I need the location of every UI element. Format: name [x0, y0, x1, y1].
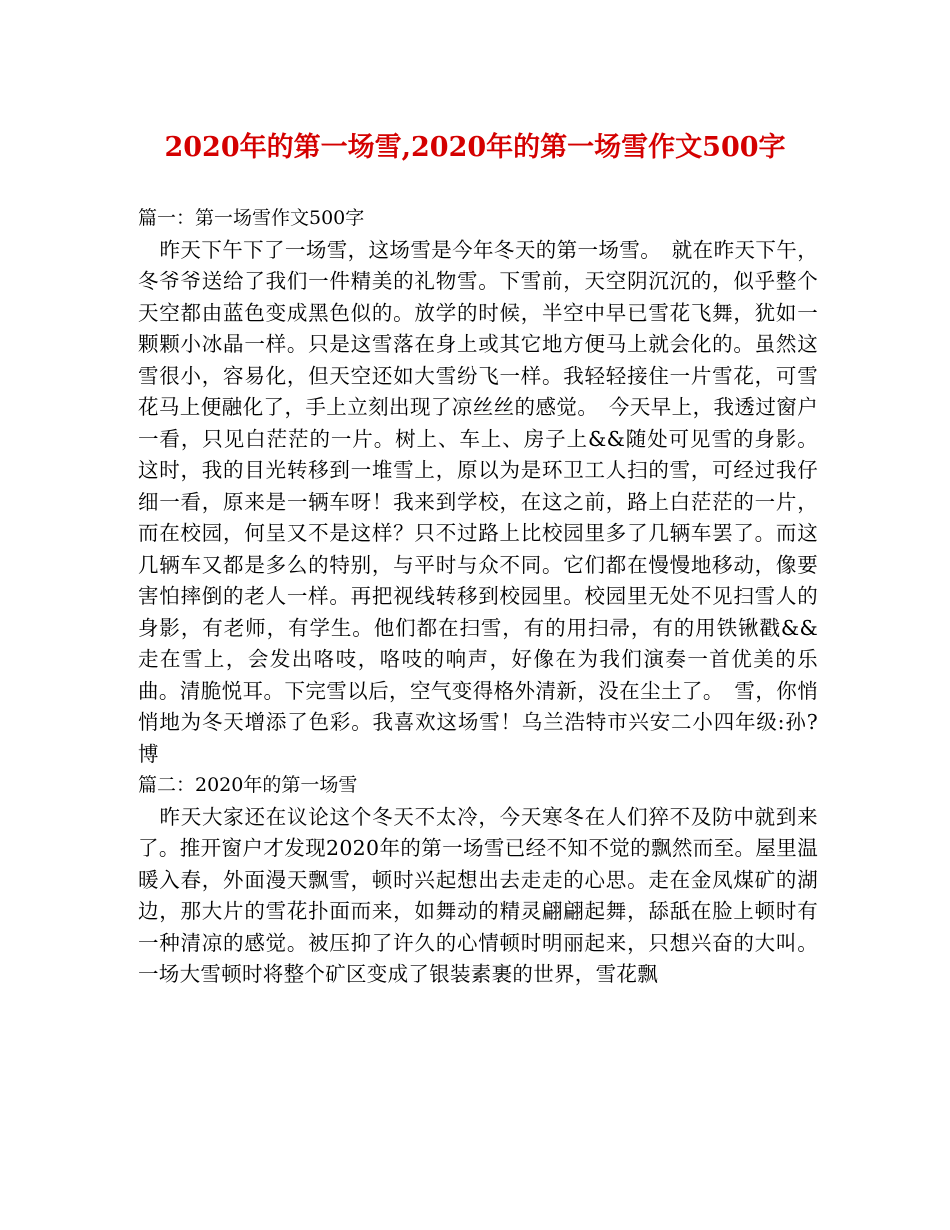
section-2-heading: 篇二：2020年的第一场雪	[138, 774, 358, 796]
section-2-paragraph: 昨天大家还在议论这个冬天不太冷，今天寒冬在人们猝不及防中就到来了。推开窗户才发现2020年的第一场雪已经不知不觉的飘然而至。屋里温暖入春，外面漫天飘雪，顿时兴起想出去走走的心思。走在金凤煤矿的湖边，那大片的雪花扑面而来，如舞动的精灵翩翩起舞，舔舐在脸上顿时有一种清凉的感觉。被压抑了许久的心情顿时明丽起来，只想兴奋的大叫。一场大雪顿时将整个矿区变成了银装素裹的世界，雪花飘	[138, 804, 818, 986]
document-title: 2020年的第一场雪,2020年的第一场雪作文500字	[164, 132, 786, 163]
section-1-paragraph: 昨天下午下了一场雪，这场雪是今年冬天的第一场雪。 就在昨天下午，冬爷爷送给了我们一件精美的礼物雪。下雪前，天空阴沉沉的，似乎整个天空都由蓝色变成黑色似的。放学的时候，半空中早已雪花飞舞，犹如一颗颗小冰晶一样。只是这雪落在身上或其它地方便马上就会化的。虽然这雪很小，容易化，但天空还如大雪纷飞一样。我轻轻接住一片雪花，可雪花马上便融化了，手上立刻出现了凉丝丝的感觉。 今天早上，我透过窗户一看，只见白茫茫的一片。树上、车上、房子上&&随处可见雪的身影。这时，我的目光转移到一堆雪上，原以为是环卫工人扫的雪，可经过我仔细一看，原来是一辆车呀！我来到学校，在这之前，路上白茫茫的一片，而在校园，何呈又不是这样？只不过路上比校园里多了几辆车罢了。而这几辆车又都是多么的特别，与平时与众不同。它们都在慢慢地移动，像要害怕摔倒的老人一样。再把视线转移到校园里。校园里无处不见扫雪人的身影，有老师，有学生。他们都在扫雪，有的用扫帚，有的用铁锹戳&&走在雪上，会发出咯吱，咯吱的响声，好像在为我们演奏一首优美的乐曲。清脆悦耳。下完雪以后，空气变得格外清新，没在尘土了。 雪，你悄悄地为冬天增添了色彩。我喜欢这场雪！乌兰浩特市兴安二小四年级:孙?博	[138, 237, 818, 766]
section-1-heading: 篇一：第一场雪作文500字	[138, 207, 365, 229]
document-content	[138, 203, 818, 991]
